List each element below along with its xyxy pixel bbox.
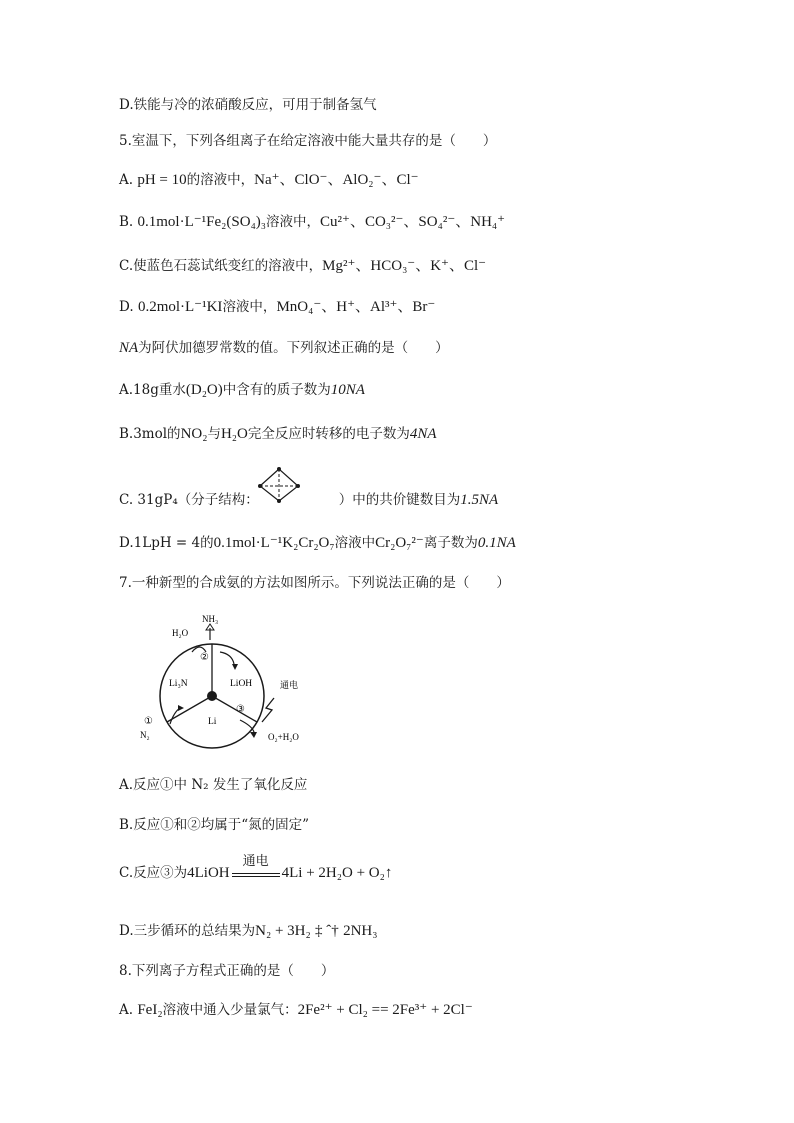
q5-d-ions: MnO₄⁻、H⁺、Al³⁺、Br⁻	[276, 299, 436, 315]
p4-structure-diagram	[257, 466, 301, 504]
cycle-center-dot	[207, 691, 217, 701]
label-step3: ③	[236, 704, 245, 715]
label-o2-h2o: O₂+H₂O	[268, 732, 299, 742]
q5-c-ions: Mg²⁺、HCO₃⁻、K⁺、Cl⁻	[322, 258, 487, 274]
label-step1: ①	[144, 716, 153, 727]
label-step2: ②	[200, 652, 209, 663]
q5-option-a: A. pH = 10的溶液中，Na⁺、ClO⁻、AlO₂⁻、Cl⁻	[119, 172, 419, 188]
q6-option-b: B.3mol的NO₂与H₂O完全反应时转移的电子数为4NA	[119, 426, 437, 442]
q7-option-a: A.反应①中 N₂ 发生了氧化反应	[119, 777, 308, 793]
reversible-arrow: ‡ ˆ†	[315, 923, 339, 939]
q5-stem: 5.室温下，下列各组离子在给定溶液中能大量共存的是（ ）	[119, 133, 497, 149]
label-li3n: Li₃N	[169, 679, 188, 689]
q4-option-d: D.铁能与冷的浓硝酸反应，可用于制备氢气	[119, 97, 377, 113]
label-h2o: H₂O	[172, 628, 189, 638]
q6-option-a: A.18g重水(D₂O)中含有的质子数为10NA	[119, 382, 365, 398]
q7-option-b: B.反应①和②均属于“氮的固定”	[119, 817, 310, 833]
ammonia-synthesis-cycle-diagram	[140, 612, 310, 752]
q5-a-ions: Na⁺、ClO⁻、AlO₂⁻、Cl⁻	[254, 172, 419, 188]
q6-option-c: C. 31gP₄（分子结构： ）中的共价键数目为1.5NA	[119, 492, 499, 508]
q7-stem: 7.一种新型的合成氨的方法如图所示。下列说法正确的是（ ）	[119, 575, 510, 591]
q6-stem: NA为阿伏加德罗常数的值。下列叙述正确的是（ ）	[119, 340, 449, 356]
label-lioh: LiOH	[230, 679, 253, 689]
label-electrolysis: 通电	[280, 681, 299, 691]
q5-option-c: C.使蓝色石蕊试纸变红的溶液中，Mg²⁺、HCO₃⁻、K⁺、Cl⁻	[119, 258, 487, 274]
electrolysis-equals-sign: 通电	[232, 864, 280, 884]
q5-option-b: B. 0.1mol·L⁻¹Fe₂(SO₄)₃溶液中，Cu²⁺、CO₃²⁻、SO₄²⁻、NH₄⁺	[119, 214, 506, 230]
q6-na-symbol: NA	[119, 340, 139, 356]
q8-option-a: A. FeI₂溶液中通入少量氯气：2Fe²⁺ + Cl₂ == 2Fe³⁺ + 2Cl⁻	[119, 1002, 473, 1018]
q5-option-d: D. 0.2mol·L⁻¹KI溶液中，MnO₄⁻、H⁺、Al³⁺、Br⁻	[119, 299, 436, 315]
q7-option-c: C.反应③为4LiOH 通电 4Li + 2H₂O + O₂↑	[119, 863, 392, 883]
label-li: Li	[208, 717, 217, 727]
q6-option-d: D.1LpH = 4的0.1mol·L⁻¹K₂Cr₂O₇溶液中Cr₂O₇²⁻离子数为0.1NA	[119, 535, 516, 551]
q8-stem: 8.下列离子方程式正确的是（ ）	[119, 963, 335, 979]
label-n2: N₂	[140, 730, 150, 740]
q7-option-d: D.三步循环的总结果为N₂ + 3H₂ ‡ ˆ† 2NH₃	[119, 923, 378, 939]
q5-b-ions: Cu²⁺、CO₃²⁻、SO₄²⁻、NH₄⁺	[320, 214, 506, 230]
label-nh3: NH₃	[202, 614, 219, 624]
